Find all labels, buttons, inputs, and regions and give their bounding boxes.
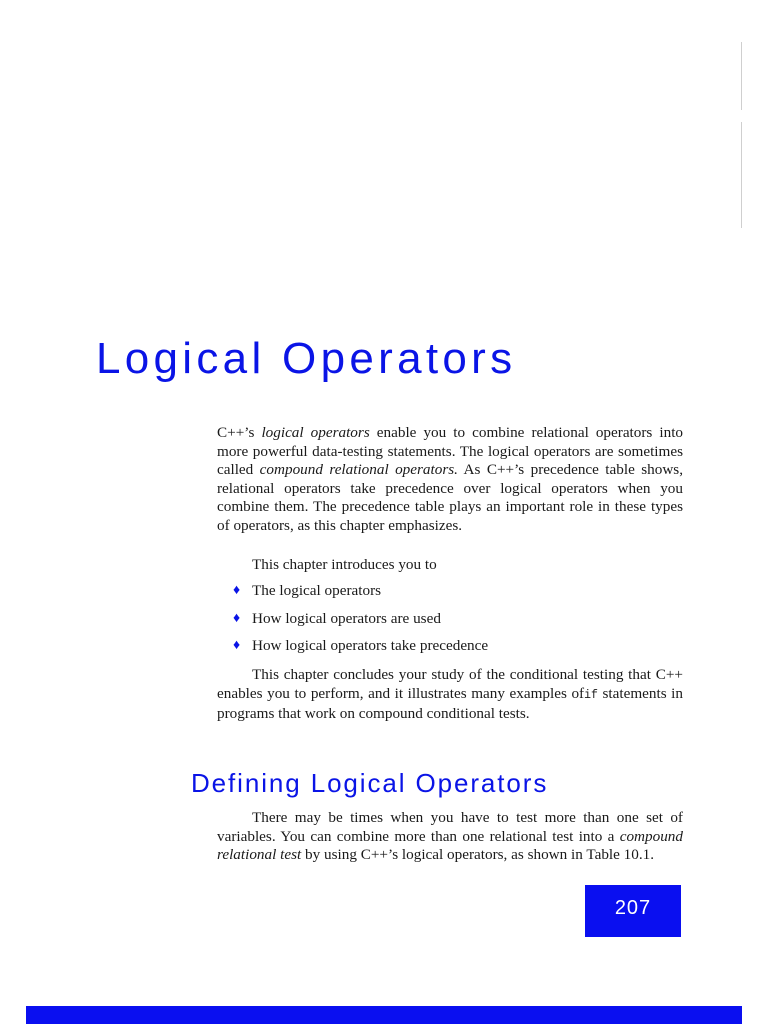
intro-paragraph bbox=[217, 424, 683, 536]
lead-in-text: This chapter introduces you to bbox=[252, 556, 437, 573]
chapter-title: Logical Operators bbox=[96, 334, 517, 383]
page-edge-line bbox=[741, 122, 742, 228]
diamond-bullet-icon: ♦ bbox=[233, 610, 241, 626]
footer-bar bbox=[26, 1006, 742, 1024]
closing-paragraph bbox=[217, 666, 683, 724]
term-compound-relational-operators: compound relational operators. bbox=[259, 461, 458, 479]
lead-in-paragraph bbox=[217, 556, 683, 575]
list-item-text: How logical operators are used bbox=[252, 609, 441, 627]
list-item bbox=[233, 582, 488, 610]
topic-list bbox=[233, 582, 488, 665]
section-heading: Defining Logical Operators bbox=[191, 768, 549, 798]
diamond-bullet-icon: ♦ bbox=[233, 583, 241, 598]
list-item bbox=[233, 637, 488, 665]
intro-text: As C++’s precedence table shows, relational operators take precedence over logical operators when you combine them. The precedence table plays an important role in these types of operators, as this chapter emphasizes. bbox=[217, 461, 683, 534]
list-item-text: How logical operators take precedence bbox=[252, 637, 489, 654]
diamond-bullet-icon: ♦ bbox=[233, 638, 241, 653]
section-text: by using C++’s logical operators, as shown in Table 10.1. bbox=[301, 846, 655, 864]
code-keyword: if bbox=[584, 688, 598, 702]
intro-text: C++’s bbox=[217, 424, 262, 441]
page-number-box bbox=[585, 885, 681, 937]
intro-text: enable you to combine relational operators into more powerful data-testing statements. The logical operators are sometimes called bbox=[217, 424, 684, 479]
term-compound-relational-test: compound relational test bbox=[217, 827, 683, 864]
closing-text: This chapter concludes your study of the conditional testing that C++ enables you to perform, and it illustrates many examples of bbox=[217, 666, 683, 702]
list-item bbox=[233, 610, 488, 638]
section-text: There may be times when you have to test more than one set of variables. You can combine more than one relational test into a bbox=[217, 809, 683, 845]
page-number: 207 bbox=[614, 896, 652, 919]
closing-text: statements in programs that work on compound conditional tests. bbox=[217, 684, 683, 723]
page-edge-line bbox=[741, 42, 742, 110]
list-item-text: The logical operators bbox=[252, 582, 382, 599]
section-paragraph bbox=[217, 809, 683, 865]
term-logical-operators: logical operators bbox=[261, 424, 370, 441]
